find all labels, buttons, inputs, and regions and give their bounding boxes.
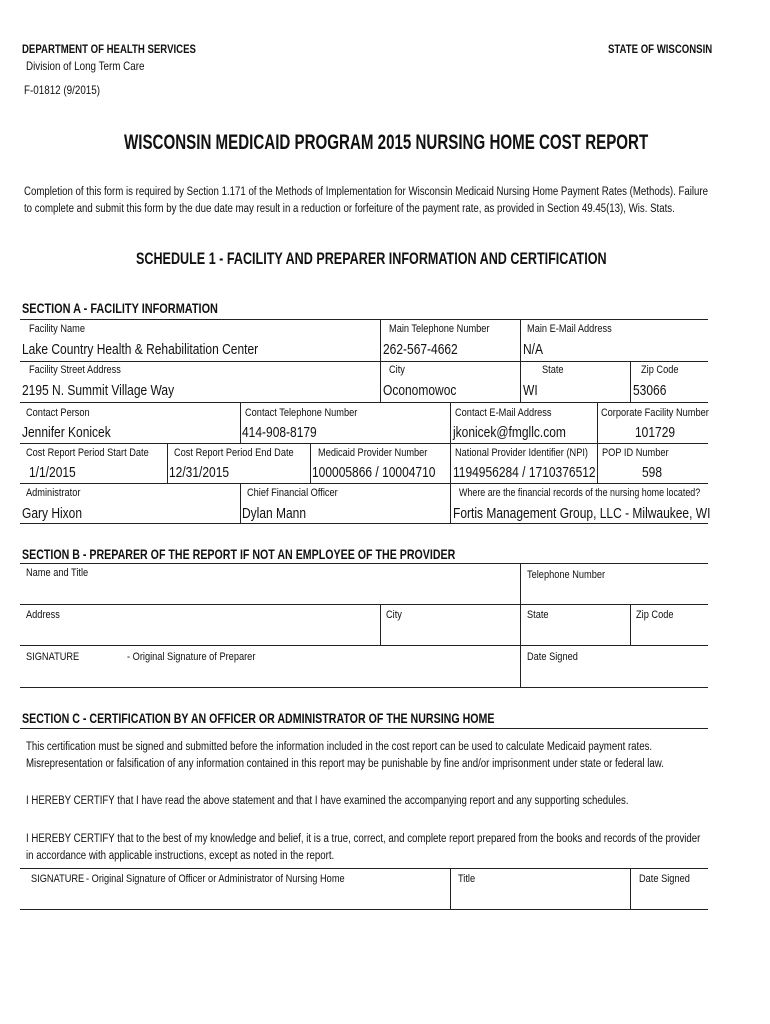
divider [20, 687, 708, 688]
npi-label: National Provider Identifier (NPI) [455, 447, 589, 459]
officer-signature-note: - Original Signature of Officer or Administrator of Nursing Home [86, 873, 345, 885]
preparer-state-label: State [527, 609, 549, 621]
preparer-address-label: Address [26, 609, 60, 621]
main-phone-label: Main Telephone Number [389, 323, 490, 335]
facility-name-label: Facility Name [29, 323, 85, 335]
section-b-title: SECTION B - PREPARER OF THE REPORT IF NOT AN EMPLOYEE OF THE PROVIDER [22, 546, 456, 562]
contact-person-field[interactable]: Jennifer Konicek [22, 424, 111, 441]
divider [20, 361, 708, 362]
divider [20, 645, 708, 646]
divider [630, 604, 631, 645]
schedule-title: SCHEDULE 1 - FACILITY AND PREPARER INFORMATION AND CERTIFICATION [136, 249, 607, 268]
npi-field[interactable]: 1194956284 / 1710376512 [453, 464, 596, 481]
divider [240, 402, 241, 443]
medicaid-provider-label: Medicaid Provider Number [318, 447, 428, 459]
division-name: Division of Long Term Care [26, 59, 145, 73]
preparer-phone-label: Telephone Number [527, 569, 606, 581]
corp-facility-number-label: Corporate Facility Number [601, 407, 709, 419]
section-a-title: SECTION A - FACILITY INFORMATION [22, 300, 218, 316]
divider [630, 361, 631, 402]
divider [20, 319, 708, 320]
pop-id-label: POP ID Number [602, 447, 669, 459]
cfo-label: Chief Financial Officer [247, 487, 338, 499]
divider [520, 563, 521, 687]
divider [20, 443, 708, 444]
state-field[interactable]: WI [523, 382, 538, 399]
officer-signature-label: SIGNATURE [31, 873, 85, 885]
main-email-label: Main E-Mail Address [527, 323, 612, 335]
name-title-label: Name and Title [26, 567, 89, 579]
preparer-zip-label: Zip Code [636, 609, 674, 621]
contact-person-label: Contact Person [26, 407, 90, 419]
city-field[interactable]: Oconomowoc [383, 382, 457, 399]
period-end-field[interactable]: 12/31/2015 [169, 464, 230, 481]
divider [520, 319, 521, 402]
period-start-label: Cost Report Period Start Date [26, 447, 149, 459]
section-c-title: SECTION C - CERTIFICATION BY AN OFFICER OR ADMINISTRATOR OF THE NURSING HOME [22, 710, 495, 726]
form-number: F-01812 (9/2015) [24, 83, 101, 97]
city-label: City [389, 364, 405, 376]
medicaid-provider-field[interactable]: 100005866 / 10004710 [312, 464, 436, 481]
contact-phone-field[interactable]: 414-908-8179 [242, 424, 317, 441]
main-phone-field[interactable]: 262-567-4662 [383, 341, 458, 358]
main-email-field[interactable]: N/A [523, 341, 544, 358]
period-end-label: Cost Report Period End Date [174, 447, 294, 459]
divider [20, 909, 708, 910]
preparer-city-label: City [386, 609, 402, 621]
department-name: DEPARTMENT OF HEALTH SERVICES [22, 42, 196, 56]
period-start-field[interactable]: 1/1/2015 [29, 464, 76, 481]
preparer-date-signed-label: Date Signed [527, 651, 578, 663]
divider [380, 604, 381, 645]
zip-label: Zip Code [641, 364, 679, 376]
corp-facility-number-field[interactable]: 101729 [635, 424, 676, 441]
facility-name-field[interactable]: Lake Country Health & Rehabilitation Center [22, 341, 259, 358]
preparer-signature-note: - Original Signature of Preparer [127, 651, 256, 663]
cfo-field[interactable]: Dylan Mann [242, 505, 307, 522]
divider [597, 402, 598, 443]
officer-title-label: Title [458, 873, 476, 885]
divider [20, 868, 708, 869]
contact-email-field[interactable]: jkonicek@fmgllc.com [453, 424, 566, 441]
preparer-signature-label: SIGNATURE [26, 651, 80, 663]
contact-phone-label: Contact Telephone Number [245, 407, 358, 419]
page-title: WISCONSIN MEDICAID PROGRAM 2015 NURSING HOME COST REPORT [124, 131, 649, 154]
divider [20, 523, 708, 524]
records-location-label: Where are the financial records of the nursing home located? [459, 487, 701, 499]
divider [630, 868, 631, 909]
street-label: Facility Street Address [29, 364, 121, 376]
administrator-label: Administrator [26, 487, 81, 499]
divider [450, 868, 451, 909]
intro-text: Completion of this form is required by Section 1.171 of the Methods of Implementation for Wisconsin Medicaid Nursing Home Payment Rates (Methods). Failure to complete and submit this form by the due date may result in a reduction or forfeiture of the payment rate, as provided in Section 49.45(13), Wis. Stats. [24, 186, 709, 215]
state-field-label: State [542, 364, 564, 376]
divider [20, 402, 708, 403]
pop-id-field[interactable]: 598 [642, 464, 663, 481]
divider [450, 483, 451, 523]
zip-field[interactable]: 53066 [633, 382, 667, 399]
certify-read-statement: I HEREBY CERTIFY that I have read the above statement and that I have examined the accompanying report and any supporting schedules. [26, 795, 629, 807]
records-location-field[interactable]: Fortis Management Group, LLC - Milwaukee, WI [453, 505, 711, 522]
divider [240, 483, 241, 523]
divider [20, 728, 708, 729]
certify-true-statement: I HEREBY CERTIFY that to the best of my knowledge and belief, it is a true, correct, and complete report prepared from the books and records of the provider in accordance with applicable instructions, except as noted in the report. [26, 833, 701, 862]
street-field[interactable]: 2195 N. Summit Village Way [22, 382, 175, 399]
divider [380, 319, 381, 402]
administrator-field[interactable]: Gary Hixon [22, 505, 83, 522]
divider [20, 483, 708, 484]
officer-date-signed-label: Date Signed [639, 873, 690, 885]
state-label: STATE OF WISCONSIN [608, 42, 713, 56]
divider [450, 402, 451, 443]
contact-email-label: Contact E-Mail Address [455, 407, 552, 419]
divider [20, 563, 708, 564]
certification-statement: This certification must be signed and submitted before the information included in the cost report can be used to calculate Medicaid payment rates. Misrepresentation or falsification of any information contained in this report may be punishable by fine and/or imprisonment under state or federal law. [26, 741, 664, 770]
divider [20, 604, 708, 605]
